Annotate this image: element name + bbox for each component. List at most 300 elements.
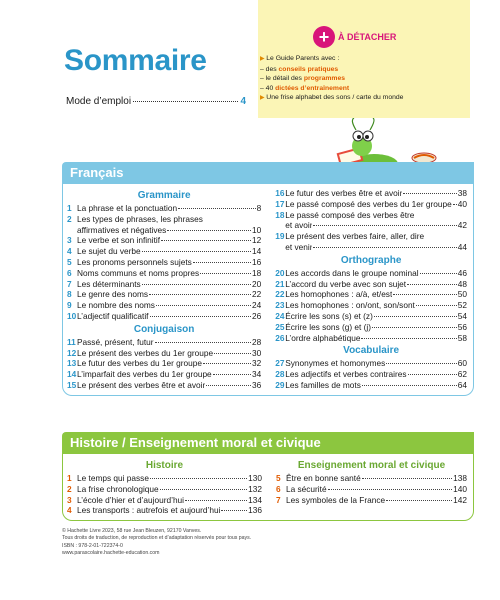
entry-number: 27 xyxy=(275,358,285,369)
detach-item xyxy=(260,93,403,104)
toc-entry xyxy=(67,289,261,300)
toc-entry xyxy=(67,358,261,369)
entry-page: 32 xyxy=(252,358,262,369)
toc-entry xyxy=(275,199,467,210)
entry-last-line xyxy=(285,188,467,199)
toc-entry xyxy=(275,380,467,391)
dot-leader xyxy=(313,247,456,248)
entry-body xyxy=(285,289,467,300)
entry-number: 7 xyxy=(67,278,72,289)
entry-page: 50 xyxy=(457,289,467,300)
entry-page: 28 xyxy=(252,336,262,347)
dot-leader xyxy=(393,294,457,295)
entry-page: 22 xyxy=(252,289,262,300)
entry-title-line: Les types de phrases, les phrases xyxy=(77,213,203,224)
entry-number: 15 xyxy=(67,379,77,390)
entry-last-line xyxy=(77,268,261,279)
entry-page: 58 xyxy=(457,332,467,343)
detach-item-text: dictées d’entraînement xyxy=(275,84,350,92)
entry-number: 3 xyxy=(67,494,72,505)
entry-title-line: Passé, présent, futur xyxy=(77,336,154,347)
entry-number: 4 xyxy=(67,246,72,257)
entry-page: 42 xyxy=(457,220,467,231)
entry-body xyxy=(285,210,467,232)
entry-page: 44 xyxy=(457,241,467,252)
toc-entry xyxy=(67,257,261,268)
entry-title-line: Le passé composé des verbes du 1er groupe xyxy=(285,198,452,209)
entry-number: 23 xyxy=(275,300,285,311)
dot-leader xyxy=(142,284,251,285)
entry-last-line xyxy=(77,337,261,348)
entry-title-line: Le futur des verbes être et avoir xyxy=(285,188,403,198)
entry-body xyxy=(285,268,467,279)
dot-leader xyxy=(149,294,251,295)
entry-body xyxy=(77,495,262,506)
detach-item-text: – le détail des xyxy=(260,75,304,83)
entry-body xyxy=(77,203,261,214)
entry-title-line: L’école d’hier et d’aujourd’hui xyxy=(77,494,185,505)
entry-body xyxy=(285,333,467,344)
section-heading: Histoire xyxy=(145,460,184,471)
entry-page: 136 xyxy=(248,505,262,516)
entry-body xyxy=(285,358,467,369)
entry-title-line: Écrire les sons (g) et (j) xyxy=(285,321,372,332)
dot-leader xyxy=(156,305,251,306)
section-heading: Conjugaison xyxy=(133,323,195,335)
entry-number: 21 xyxy=(275,278,285,289)
entry-page: 18 xyxy=(252,267,262,278)
dot-leader xyxy=(328,489,453,490)
entry-title-line: Les déterminants xyxy=(77,278,141,289)
entry-title-line: Synonymes et homonymes xyxy=(285,358,386,369)
toc-entry xyxy=(67,348,261,359)
dot-leader xyxy=(420,273,457,274)
entry-last-line xyxy=(286,495,467,506)
entry-number: 6 xyxy=(275,483,281,494)
francais-panel xyxy=(62,184,474,396)
section-heading: Enseignement moral et civique xyxy=(297,460,446,471)
toc-entry xyxy=(67,279,261,290)
entry-title-line: Les homophones : on/ont, son/sont xyxy=(285,300,415,311)
entry-title-line: L’ordre alphabétique xyxy=(285,332,361,343)
dot-leader xyxy=(150,478,247,479)
toc-entry xyxy=(275,333,467,344)
dot-leader xyxy=(213,374,251,375)
dot-leader xyxy=(206,385,251,386)
entry-title-line: Le temps qui passe xyxy=(77,473,149,483)
entry-title-line: Les accords dans le groupe nominal xyxy=(285,267,419,278)
dot-leader xyxy=(185,500,247,501)
entry-last-line xyxy=(77,380,261,391)
entry-body xyxy=(286,484,467,495)
dot-leader xyxy=(155,342,251,343)
detach-item-text: Le Guide Parents avec : xyxy=(266,55,340,62)
entry-number: 4 xyxy=(67,505,72,516)
detach-item-text: conseils pratiques xyxy=(278,65,339,73)
entry-title-line: Le passé composé des verbes être xyxy=(285,209,415,220)
entry-page: 64 xyxy=(457,379,467,390)
dot-leader xyxy=(133,101,238,102)
entry-page: 132 xyxy=(248,483,262,494)
entry-body xyxy=(77,268,261,279)
dot-leader xyxy=(416,305,457,306)
entry-last-line xyxy=(286,473,467,484)
francais-left-column xyxy=(63,184,267,395)
entry-title-line: Les transports : autrefois et aujourd’hui xyxy=(77,505,221,516)
entry-page: 24 xyxy=(252,300,262,311)
toc-entry xyxy=(275,300,467,311)
histoire-panel xyxy=(62,454,474,521)
entry-page: 40 xyxy=(457,198,467,209)
toc-entry xyxy=(275,188,467,199)
entry-body xyxy=(285,199,467,210)
entry-number: 25 xyxy=(275,321,285,332)
entry-last-line xyxy=(286,484,467,495)
entry-page: 14 xyxy=(252,246,262,257)
dot-leader xyxy=(161,240,251,241)
dot-leader xyxy=(374,316,457,317)
dot-leader xyxy=(361,338,456,339)
entry-body xyxy=(285,188,467,199)
detach-item xyxy=(260,54,403,65)
entry-last-line xyxy=(285,369,467,380)
entry-number: 8 xyxy=(67,289,72,300)
detach-item-text: programmes xyxy=(303,75,346,83)
francais-right-column xyxy=(267,184,473,395)
entry-number: 19 xyxy=(275,231,285,242)
entry-body xyxy=(77,380,261,391)
entry-page: 20 xyxy=(252,278,262,289)
entry-body xyxy=(285,300,467,311)
toc-entry xyxy=(275,279,467,290)
entry-number: 10 xyxy=(67,310,77,321)
entry-title-line: Être en bonne santé xyxy=(285,473,361,483)
entry-body xyxy=(77,348,261,359)
entry-last-line xyxy=(77,358,261,369)
entry-page: 26 xyxy=(252,310,262,321)
entry-number: 3 xyxy=(67,235,72,246)
entry-page: 12 xyxy=(252,235,262,246)
entry-body xyxy=(77,337,261,348)
detach-list xyxy=(260,54,403,104)
francais-band: Français xyxy=(62,162,474,184)
entry-body xyxy=(77,311,261,322)
entry-number: 1 xyxy=(67,203,72,213)
dot-leader xyxy=(214,353,251,354)
footer-line: © Hachette Livre 2023, 58 rue Jean Bleuzen, 92170 Vanves. xyxy=(62,528,202,534)
entry-last-line xyxy=(77,348,261,359)
entry-body xyxy=(77,235,261,246)
entry-last-line xyxy=(77,257,261,268)
entry-body xyxy=(285,380,467,391)
toc-entry xyxy=(67,484,262,495)
histoire-right-column xyxy=(268,454,473,520)
entry-last-line xyxy=(285,358,467,369)
dot-leader xyxy=(407,284,457,285)
entry-number: 29 xyxy=(275,379,285,390)
entry-title-line: Le présent des verbes du 1er groupe xyxy=(77,347,214,358)
entry-last-line xyxy=(77,369,261,380)
toc-entry xyxy=(67,203,261,214)
page-title: Sommaire xyxy=(64,44,207,77)
entry-page: 130 xyxy=(248,473,262,483)
entry-number: 24 xyxy=(275,310,285,321)
entry-last-line xyxy=(77,203,261,214)
entry-title-line: L’imparfait des verbes du 1er groupe xyxy=(77,369,212,380)
entry-body xyxy=(77,289,261,300)
entry-number: 7 xyxy=(275,494,281,505)
histoire-band: Histoire / Enseignement moral et civique xyxy=(62,432,474,454)
entry-page: 60 xyxy=(457,358,467,369)
dot-leader xyxy=(372,327,457,328)
entry-last-line xyxy=(285,333,467,344)
histoire-section xyxy=(62,432,474,521)
entry-title-line: La phrase et la ponctuation xyxy=(77,203,178,213)
entry-number: 14 xyxy=(67,369,77,380)
toc-entry xyxy=(67,473,262,484)
entry-body xyxy=(285,322,467,333)
dot-leader xyxy=(453,204,457,205)
entry-number: 20 xyxy=(275,267,285,278)
entry-title-line: et venir xyxy=(285,241,313,252)
entry-number: 2 xyxy=(67,213,72,224)
entry-last-line xyxy=(285,322,467,333)
entry-title-line: L’adjectif qualificatif xyxy=(77,310,149,321)
detach-item-text: Une frise alphabet des sons / carte du monde xyxy=(266,94,404,102)
entry-number: 18 xyxy=(275,209,285,220)
toc-entry xyxy=(67,268,261,279)
entry-number: 17 xyxy=(275,198,285,209)
entry-title-line: Le sujet du verbe xyxy=(77,246,141,257)
entry-page: 8 xyxy=(256,203,262,213)
entry-body xyxy=(77,214,261,236)
entry-page: 142 xyxy=(453,494,467,505)
toc-entry xyxy=(67,235,261,246)
entry-page: 62 xyxy=(457,369,467,380)
entry-page: 138 xyxy=(453,473,467,483)
entry-title-line: Le verbe et son infinitif xyxy=(77,235,161,246)
dot-leader xyxy=(142,251,251,252)
entry-title-line: Écrire les sons (s) et (z) xyxy=(285,310,373,321)
entry-page: 52 xyxy=(457,300,467,311)
dot-leader xyxy=(362,385,457,386)
entry-number: 6 xyxy=(67,267,72,278)
entry-last-line xyxy=(77,225,261,236)
entry-last-line xyxy=(77,311,261,322)
entry-page: 46 xyxy=(457,267,467,278)
entry-last-line xyxy=(285,199,467,210)
dot-leader xyxy=(200,273,251,274)
entry-last-line xyxy=(285,279,467,290)
entry-page: 36 xyxy=(252,379,262,390)
entry-body xyxy=(77,358,261,369)
entry-page: 54 xyxy=(457,310,467,321)
entry-title-line: et avoir xyxy=(285,220,313,231)
entry-number: 12 xyxy=(67,347,77,358)
toc-entry xyxy=(275,358,467,369)
triangle-arrow-icon: ▶ xyxy=(260,95,267,102)
entry-number: 5 xyxy=(67,256,72,267)
entry-last-line xyxy=(77,235,261,246)
entry-title-line: Le présent des verbes faire, aller, dire xyxy=(285,231,425,242)
entry-page: 34 xyxy=(252,369,262,380)
entry-last-line xyxy=(77,289,261,300)
dot-leader xyxy=(403,193,456,194)
entry-number: 11 xyxy=(67,336,76,347)
copyright-footer xyxy=(62,528,251,558)
entry-number: 16 xyxy=(275,188,285,198)
detach-title: À DÉTACHER xyxy=(338,32,397,42)
mode-emploi-entry xyxy=(66,96,246,107)
entry-page: 134 xyxy=(248,494,262,505)
entry-last-line xyxy=(285,242,467,253)
dot-leader xyxy=(408,374,457,375)
entry-body xyxy=(77,473,262,484)
dot-leader xyxy=(193,262,251,263)
entry-last-line xyxy=(285,300,467,311)
dot-leader xyxy=(160,489,248,490)
toc-entry xyxy=(67,214,261,236)
entry-number: 9 xyxy=(67,300,72,311)
entry-body xyxy=(285,279,467,290)
entry-body xyxy=(77,369,261,380)
entry-title-line: Les homophones : a/à, et/est xyxy=(285,289,393,300)
entry-body xyxy=(77,257,261,268)
toc-entry xyxy=(275,289,467,300)
entry-number: 5 xyxy=(275,473,281,483)
entry-last-line xyxy=(77,246,261,257)
entry-body xyxy=(77,246,261,257)
entry-title-line: Le présent des verbes être et avoir xyxy=(77,379,206,390)
entry-last-line xyxy=(285,220,467,231)
entry-body xyxy=(77,505,262,516)
toc-entry xyxy=(276,484,467,495)
toc-entry xyxy=(67,300,261,311)
entry-body xyxy=(286,495,467,506)
entry-number: 2 xyxy=(67,483,72,494)
entry-last-line xyxy=(285,289,467,300)
entry-number: 28 xyxy=(275,369,285,380)
entry-last-line xyxy=(285,380,467,391)
entry-title-line: Les pronoms personnels sujets xyxy=(77,256,192,267)
toc-entry xyxy=(275,311,467,322)
footer-line: www.parascolaire.hachette-education.com xyxy=(62,550,160,557)
entry-title-line: Noms communs et noms propres xyxy=(77,267,200,278)
mode-emploi-page: 4 xyxy=(240,96,246,107)
entry-last-line xyxy=(77,495,262,506)
entry-last-line xyxy=(77,505,262,516)
toc-entry xyxy=(67,369,261,380)
footer-line: Tous droits de traduction, de reproduction et d’adaptation réservés pour tous pays. xyxy=(62,535,252,542)
toc-entry xyxy=(275,231,467,253)
entry-body xyxy=(77,484,262,495)
toc-entry xyxy=(67,311,261,322)
entry-last-line xyxy=(77,484,262,495)
toc-entry xyxy=(67,380,261,391)
francais-section xyxy=(62,162,474,396)
entry-number: 1 xyxy=(67,473,72,483)
entry-page: 16 xyxy=(252,256,262,267)
detach-item xyxy=(260,84,403,94)
entry-last-line xyxy=(77,279,261,290)
entry-body xyxy=(285,231,467,253)
mode-emploi-label: Mode d’emploi xyxy=(66,96,132,107)
entry-last-line xyxy=(285,268,467,279)
detach-item xyxy=(260,65,403,75)
entry-title-line: La sécurité xyxy=(285,483,327,494)
entry-number: 26 xyxy=(275,332,285,343)
detach-item-text: – 40 xyxy=(260,84,276,92)
entry-title-line: La frise chronologique xyxy=(77,483,159,494)
detach-item-text: – des xyxy=(260,65,279,73)
entry-page: 38 xyxy=(457,188,467,198)
entry-body xyxy=(286,473,467,484)
dot-leader xyxy=(313,225,456,226)
entry-body xyxy=(77,300,261,311)
histoire-left-column xyxy=(63,454,268,520)
footer-line: ISBN : 978-2-01-722374-0 xyxy=(62,542,123,549)
triangle-arrow-icon: ▶ xyxy=(260,56,267,62)
entry-title-line: Le nombre des noms xyxy=(77,300,155,311)
dot-leader xyxy=(386,500,452,501)
plus-icon: + xyxy=(313,26,335,48)
entry-number: 13 xyxy=(67,358,77,369)
toc-entry xyxy=(275,369,467,380)
toc-entry xyxy=(67,495,262,506)
entry-body xyxy=(285,369,467,380)
dot-leader xyxy=(362,478,452,479)
detach-box xyxy=(258,0,470,118)
entry-page: 56 xyxy=(457,321,467,332)
toc-entry xyxy=(275,268,467,279)
section-heading: Vocabulaire xyxy=(343,345,400,357)
section-heading: Grammaire xyxy=(137,190,191,201)
entry-title-line: Les familles de mots xyxy=(285,379,361,390)
entry-body xyxy=(285,311,467,322)
dot-leader xyxy=(386,363,456,364)
entry-title-line: Les adjectifs et verbes contraires xyxy=(285,369,407,380)
entry-page: 10 xyxy=(252,224,262,235)
entry-page: 48 xyxy=(457,278,467,289)
toc-entry xyxy=(67,505,262,516)
entry-title-line: affirmatives et négatives xyxy=(77,224,167,235)
dot-leader xyxy=(221,510,247,511)
detach-item xyxy=(260,74,403,84)
section-heading: Orthographe xyxy=(340,254,402,266)
toc-entry xyxy=(67,246,261,257)
toc-entry xyxy=(276,473,467,484)
entry-page: 30 xyxy=(252,347,262,358)
entry-title-line: L’accord du verbe avec son sujet xyxy=(285,278,407,289)
dot-leader xyxy=(203,363,251,364)
entry-title-line: Les symboles de la France xyxy=(285,494,386,505)
toc-entry xyxy=(276,495,467,506)
dot-leader xyxy=(150,316,252,317)
entry-title-line: Le genre des noms xyxy=(77,289,149,300)
toc-entry xyxy=(275,210,467,232)
entry-body xyxy=(77,279,261,290)
toc-entry xyxy=(67,337,261,348)
entry-last-line xyxy=(285,311,467,322)
dot-leader xyxy=(167,230,251,231)
entry-last-line xyxy=(77,300,261,311)
toc-entry xyxy=(275,322,467,333)
entry-number: 22 xyxy=(275,289,285,300)
dot-leader xyxy=(178,208,256,209)
entry-title-line: Le futur des verbes du 1er groupe xyxy=(77,358,202,369)
entry-page: 140 xyxy=(453,483,467,494)
entry-last-line xyxy=(77,473,262,484)
